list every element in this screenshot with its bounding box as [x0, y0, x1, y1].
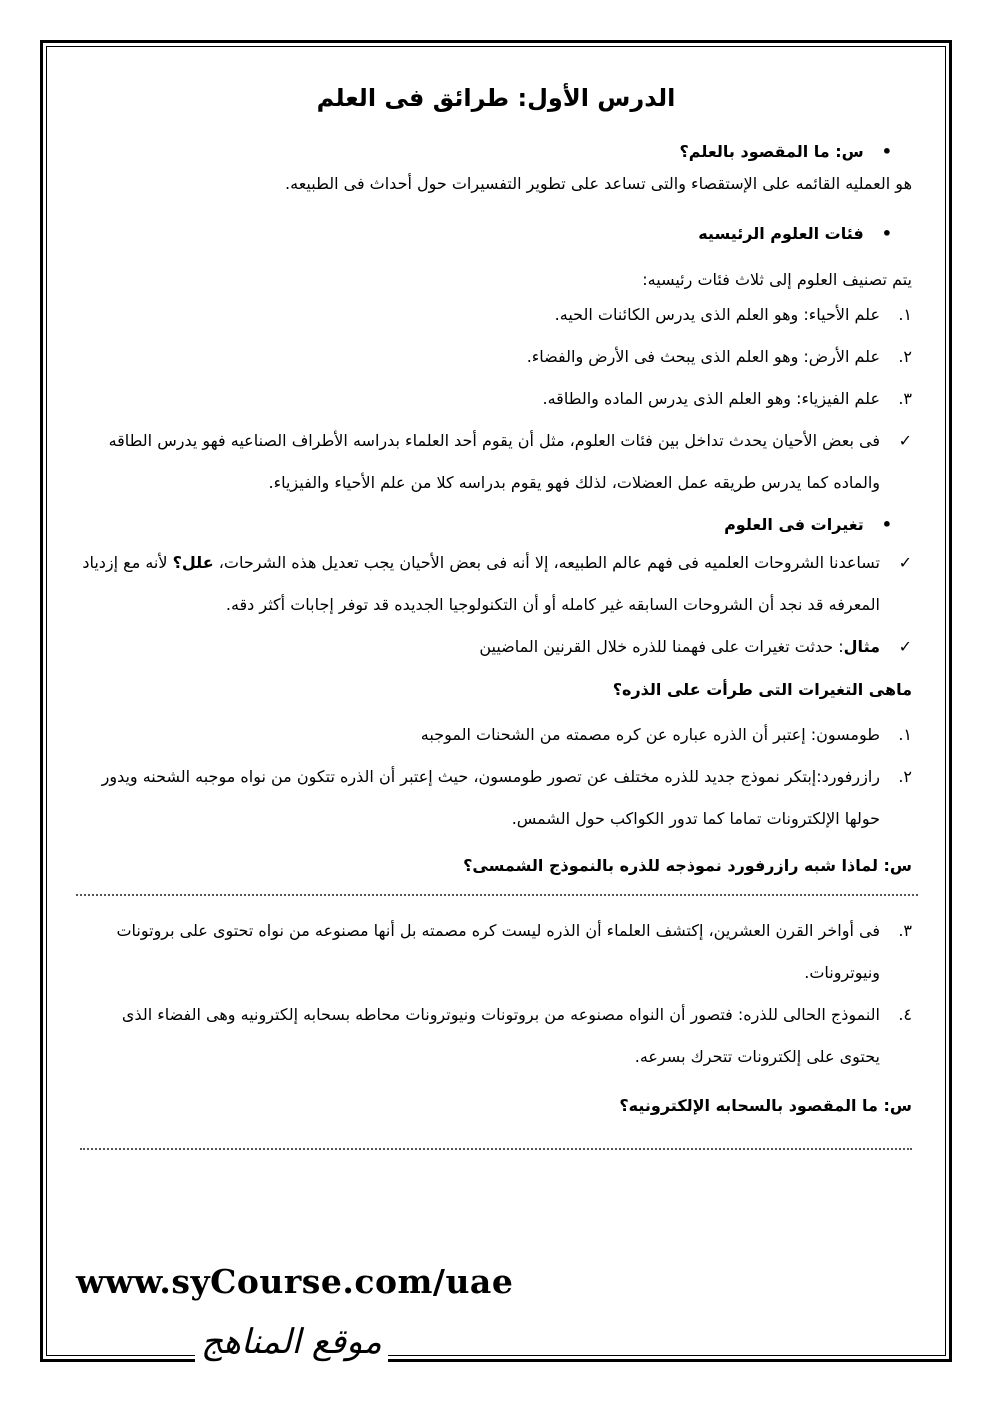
atom-list-b	[80, 910, 912, 1078]
list-number: ٣.	[898, 921, 912, 940]
list-text: علم الأرض: وهو العلم الذى يبحث فى الأرض والفضاء.	[526, 347, 880, 366]
overlap-note: ✓ فى بعض الأحيان يحدث تداخل بين فئات العلوم، مثل أن يقوم أحد العلماء بدراسه الأطراف الصناعيه فهو يدرس الطاقه والماده كما يدرس طريقه عمل العضلات، لذلك فهو يقوم بدراسه كلا من علم الأحياء والفيزياء.	[80, 420, 912, 504]
watermark-url: www.syCourse.com/uae	[76, 1262, 514, 1301]
example-label: مثال	[843, 637, 880, 656]
list-number: ٣.	[898, 389, 912, 408]
category-item-1	[80, 294, 912, 336]
category-item-3	[80, 378, 912, 420]
answer-line-rutherford	[76, 894, 918, 896]
categories-list	[80, 294, 912, 420]
document-body	[80, 78, 912, 1150]
checkmark-icon: ✓	[898, 431, 912, 450]
list-text: علم الفيزياء: وهو العلم الذى يدرس الماده والطاقه.	[542, 389, 880, 408]
list-number: ١.	[898, 725, 912, 744]
atom-list-a	[80, 714, 912, 840]
categories-intro: يتم تصنيف العلوم إلى ثلاث فئات رئيسيه:	[642, 270, 912, 289]
category-item-2	[80, 336, 912, 378]
atom-model-item-late-2	[80, 994, 912, 1078]
answer-line-electron-cloud	[80, 1148, 912, 1150]
page-title: الدرس الأول: طرائق فى العلم	[316, 84, 676, 112]
question-electron-cloud: س: ما المقصود بالسحابه الإلكترونيه؟	[619, 1096, 912, 1115]
changes-note: ✓ تساعدنا الشروحات العلميه فى فهم عالم الطبيعه، إلا أنه فى بعض الأحيان يجب تعديل هذه الشرحات، علل؟ لأنه مع إزدياد المعرفه قد نجد أن الشروحات السابقه غير كامله أو أن التكنولوجيا الجديده قد توفر إجابات أكثر دقه.	[80, 542, 912, 626]
atom-changes-heading: ماهى التغيرات التى طرأت على الذره؟	[612, 680, 912, 699]
list-number: ٤.	[898, 1005, 912, 1024]
list-text: علم الأحياء: وهو العلم الذى يدرس الكائنات الحيه.	[554, 305, 880, 324]
atom-model-item-late-1	[80, 910, 912, 994]
list-text: رازرفورد:إبتكر نموذج جديد للذره مختلف عن تصور طومسون، حيث إعتبر أن الذره تتكون من نواه موجبه الشحنه ويدور حولها الإلكترونات تماما كما تدور الكواكب حول الشمس.	[101, 767, 880, 828]
list-text: طومسون: إعتبر أن الذره عباره عن كره مصمته من الشحنات الموجبه	[420, 725, 880, 744]
list-number: ٢.	[898, 347, 912, 366]
section-categories: • فئات العلوم الرئيسيه	[80, 222, 892, 246]
question-science-meaning: • س: ما المقصود بالعلم؟	[80, 140, 892, 164]
checkmark-icon: ✓	[898, 553, 912, 572]
list-text: النموذج الحالى للذره: فتصور أن النواه مصنوعه من بروتونات ونيوترونات محاطه بسحابه إلكترونيه وهى الفضاء الذى يحتوى على إلكترونات تتحرك بسرعه.	[121, 1005, 880, 1066]
checkmark-icon: ✓	[898, 637, 912, 656]
list-text: فى أواخر القرن العشرين، إكتشف العلماء أن الذره ليست كره مصمته بل أنها مصنوعه من نواه تحتوى على بروتونات ونيوترونات.	[116, 921, 880, 982]
example-note: ✓ مثال: حدثت تغيرات على فهمنا للذره خلال القرنين الماضيين	[80, 626, 912, 668]
reason-label: علل؟	[172, 553, 214, 572]
question-rutherford: س: لماذا شبه رازرفورد نموذجه للذره بالنموذج الشمسى؟	[463, 856, 912, 875]
section-changes: • تغيرات فى العلوم	[80, 508, 892, 542]
list-number: ١.	[898, 305, 912, 324]
watermark-signature: موقع المناهج	[195, 1322, 388, 1362]
atom-model-item-1	[80, 714, 912, 756]
answer-science-meaning: هو العمليه القائمه على الإستقصاء والتى تساعد على تطوير التفسيرات حول أحداث فى الطبيعه.	[285, 174, 912, 193]
list-number: ٢.	[898, 767, 912, 786]
atom-model-item-2	[80, 756, 912, 840]
